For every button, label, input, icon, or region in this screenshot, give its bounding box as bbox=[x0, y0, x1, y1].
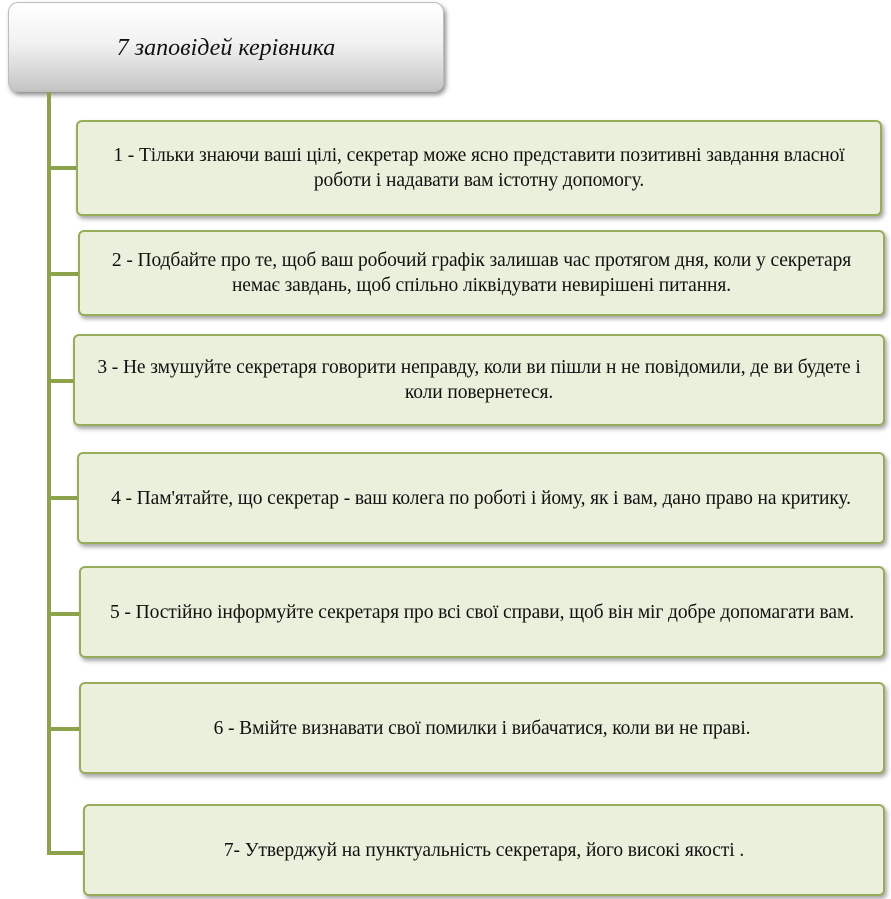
item-box-4 bbox=[77, 452, 885, 544]
item-box-2 bbox=[78, 230, 885, 316]
item-text-3: 3 - Не змушуйте секретаря говорити неправду, коли ви пішли н не повідомили, де ви будете і коли повернетеся. bbox=[97, 357, 861, 403]
item-text-2: 2 - Подбайте про те, щоб ваш робочий графік залишав час протягом дня, коли у секретаря немає завдань, щоб спільно ліквідувати невирішені питання. bbox=[111, 250, 852, 296]
connector-branch-2 bbox=[47, 272, 79, 276]
connector-branch-7 bbox=[47, 851, 83, 855]
item-text-1: 1 - Тільки знаючи ваші цілі, секретар може ясно представити позитивні завдання власної роботи і надавати вам істотну допомогу. bbox=[113, 145, 845, 191]
connector-trunk bbox=[47, 92, 51, 854]
item-text-6: 6 - Вмійте визнавати свої помилки і вибачатися, коли ви не праві. bbox=[213, 717, 751, 739]
item-text-7: 7- Утверджуй на пунктуальність секретаря, його високі якості . bbox=[223, 839, 745, 861]
title-box bbox=[8, 2, 444, 92]
item-box-7 bbox=[83, 804, 885, 896]
item-text-5: 5 - Постійно інформуйте секретаря про всі свої справи, щоб він міг добре допомагати вам. bbox=[110, 601, 854, 623]
item-box-3 bbox=[73, 334, 885, 426]
item-box-6 bbox=[79, 682, 885, 774]
item-text-4: 4 - Пам'ятайте, що секретар - ваш колега по роботі і йому, як і вам, дано право на критику. bbox=[111, 487, 851, 509]
connector-branch-1 bbox=[47, 166, 77, 170]
diagram-title: 7 заповідей керівника bbox=[116, 34, 336, 61]
connector-branch-6 bbox=[47, 727, 81, 731]
connector-branch-3 bbox=[47, 379, 75, 383]
item-box-5 bbox=[79, 566, 885, 658]
item-box-1 bbox=[76, 120, 882, 216]
connector-branch-5 bbox=[47, 612, 81, 616]
connector-branch-4 bbox=[47, 496, 79, 500]
